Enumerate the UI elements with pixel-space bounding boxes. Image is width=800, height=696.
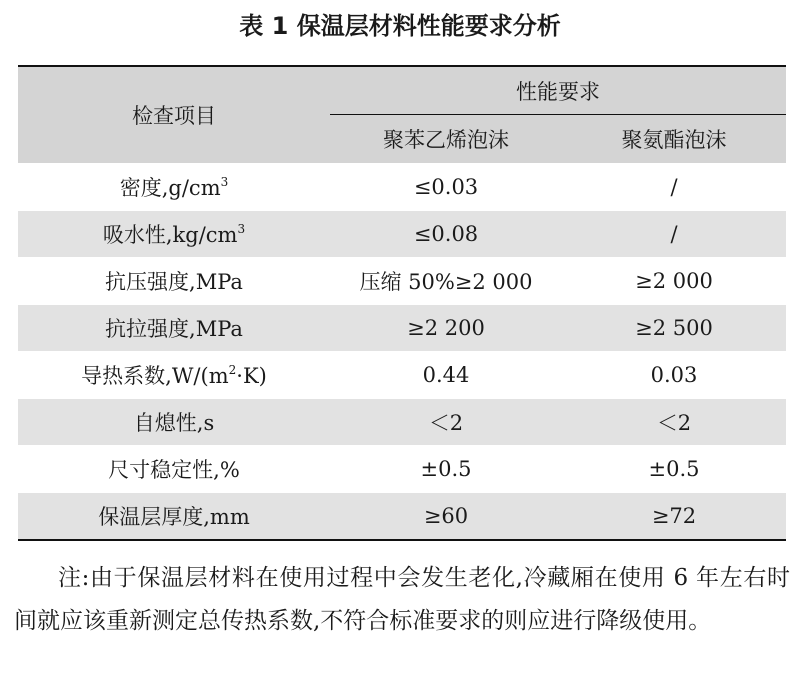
polyurethane-value: ±0.5 bbox=[562, 446, 786, 493]
row-label: 自熄性,s bbox=[18, 399, 330, 446]
row-label: 抗拉强度,MPa bbox=[18, 305, 330, 352]
row-label: 吸水性$,kg/cm^3$ bbox=[18, 211, 330, 258]
row-label: 保温层厚度,mm bbox=[18, 493, 330, 541]
table-row bbox=[18, 352, 786, 399]
table-note: 注:由于保温层材料在使用过程中会发生老化,冷藏厢在使用 6 年左右时间就应该重新测定总传热系数,不符合标准要求的则应进行降级使用。 bbox=[14, 565, 790, 634]
performance-table bbox=[18, 65, 786, 541]
polystyrene-value: ＜2 bbox=[330, 399, 562, 446]
table-row bbox=[18, 446, 786, 493]
row-label: 导热系数$,W/(m^2\cdot K)$ bbox=[18, 352, 330, 399]
polyurethane-value: / bbox=[562, 211, 786, 258]
table-row bbox=[18, 399, 786, 446]
polystyrene-value: ≥2 200 bbox=[330, 305, 562, 352]
table-row bbox=[18, 258, 786, 305]
header-polystyrene-foam: 聚苯乙烯泡沫 bbox=[383, 128, 509, 152]
polyurethane-value: ≥2 000 bbox=[562, 258, 786, 305]
table-title: 表 1 保温层材料性能要求分析 bbox=[239, 12, 561, 40]
polystyrene-value: ≤0.03 bbox=[330, 164, 562, 211]
polystyrene-value: ±0.5 bbox=[330, 446, 562, 493]
polyurethane-value: ≥2 500 bbox=[562, 305, 786, 352]
table-row bbox=[18, 305, 786, 352]
table-row bbox=[18, 164, 786, 211]
header-performance-requirement: 性能要求 bbox=[330, 66, 786, 115]
table-row bbox=[18, 493, 786, 541]
polyurethane-value: / bbox=[562, 164, 786, 211]
header-polyurethane-foam: 聚氨酯泡沫 bbox=[621, 128, 727, 152]
polystyrene-value: 压缩 50%≥2 000 bbox=[330, 258, 562, 305]
polystyrene-value: ≥60 bbox=[330, 493, 562, 541]
polyurethane-value: ＜2 bbox=[562, 399, 786, 446]
row-label: 密度$,g/cm^3$ bbox=[18, 164, 330, 211]
polyurethane-value: 0.03 bbox=[562, 352, 786, 399]
table-row bbox=[18, 211, 786, 258]
row-label: 抗压强度,MPa bbox=[18, 258, 330, 305]
header-inspection-item: 检查项目 bbox=[132, 104, 216, 128]
polystyrene-value: 0.44 bbox=[330, 352, 562, 399]
polyurethane-value: ≥72 bbox=[562, 493, 786, 541]
polystyrene-value: ≤0.08 bbox=[330, 211, 562, 258]
row-label: 尺寸稳定性,% bbox=[18, 446, 330, 493]
